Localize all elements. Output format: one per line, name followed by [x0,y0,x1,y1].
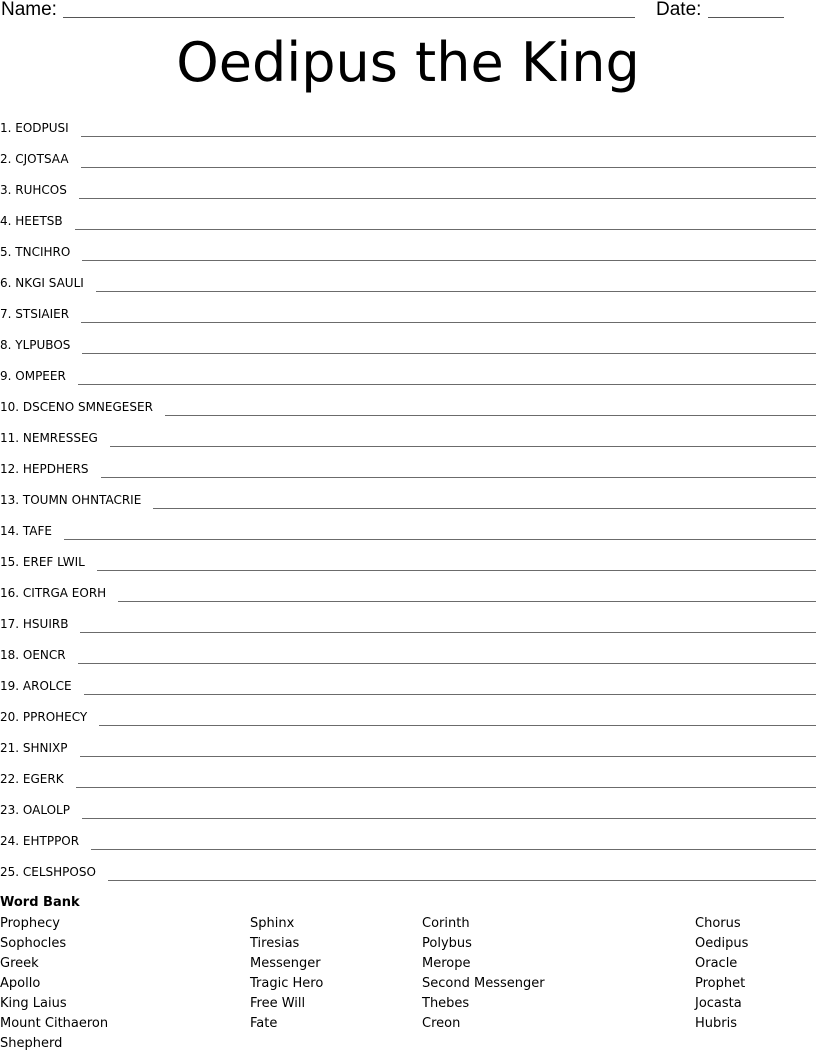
question-label: 1. EODPUSI [0,121,69,135]
answer-line[interactable] [81,136,816,137]
answer-line[interactable] [110,446,816,447]
question-row [0,543,816,574]
question-label: 16. CITRGA EORH [0,586,107,600]
word-bank-item: Messenger [250,956,321,971]
question-row [0,326,816,357]
question-row [0,171,816,202]
name-field[interactable] [63,17,635,18]
answer-line[interactable] [84,694,816,695]
answer-line[interactable] [99,725,816,726]
question-row [0,388,816,419]
question-label: 4. HEETSB [0,214,63,228]
question-row [0,140,816,171]
word-bank-item: Merope [422,956,471,971]
word-bank-column-3 [422,914,545,1034]
question-label: 6. NKGI SAULI [0,276,84,290]
question-row [0,233,816,264]
question-label: 18. OENCR [0,648,66,662]
word-bank-item: Second Messenger [422,976,545,991]
question-label: 13. TOUMN OHNTACRIE [0,493,142,507]
word-bank-item: Jocasta [695,996,742,1011]
question-label: 9. OMPEER [0,369,66,383]
question-label: 3. RUHCOS [0,183,67,197]
question-label: 12. HEPDHERS [0,462,89,476]
question-label: 2. CJOTSAA [0,152,69,166]
word-bank-item: Fate [250,1016,278,1031]
answer-line[interactable] [82,260,816,261]
answer-line[interactable] [91,849,816,850]
question-row [0,264,816,295]
answer-line[interactable] [80,756,816,757]
word-bank-item: Chorus [695,916,741,931]
word-bank-title: Word Bank [0,895,80,910]
answer-line[interactable] [82,353,816,354]
question-row [0,605,816,636]
word-bank-item: Oracle [695,956,738,971]
question-row [0,667,816,698]
name-label: Name: [1,0,57,20]
word-bank-column-2 [250,914,323,1034]
answer-line[interactable] [64,539,816,540]
answer-line[interactable] [78,384,816,385]
question-row [0,481,816,512]
question-row [0,822,816,853]
answer-line[interactable] [96,291,816,292]
question-label: 20. PPROHECY [0,710,88,724]
answer-line[interactable] [81,167,816,168]
word-bank-column-1 [0,914,108,1054]
question-label: 23. OALOLP [0,803,70,817]
answer-line[interactable] [81,322,816,323]
word-bank-item: Prophet [695,976,746,991]
word-bank-item: Corinth [422,916,470,931]
word-bank-item: Creon [422,1016,461,1031]
question-list [0,109,816,884]
word-bank-item: Sophocles [0,936,67,951]
question-label: 10. DSCENO SMNEGESER [0,400,153,414]
answer-line[interactable] [118,601,816,602]
question-label: 24. EHTPPOR [0,834,80,848]
question-label: 17. HSUIRB [0,617,69,631]
question-row [0,729,816,760]
question-row [0,295,816,326]
question-label: 5. TNCIHRO [0,245,71,259]
question-label: 15. EREF LWIL [0,555,85,569]
answer-line[interactable] [80,632,816,633]
answer-line[interactable] [165,415,816,416]
question-row [0,419,816,450]
answer-line[interactable] [76,787,816,788]
answer-line[interactable] [108,880,816,881]
answer-line[interactable] [82,818,816,819]
word-bank-item: Tragic Hero [250,976,324,991]
word-bank-item: Polybus [422,936,472,951]
answer-line[interactable] [101,477,816,478]
date-label: Date: [656,0,702,20]
question-row [0,202,816,233]
question-label: 19. AROLCE [0,679,72,693]
question-label: 11. NEMRESSEG [0,431,98,445]
question-label: 14. TAFE [0,524,52,538]
question-label: 8. YLPUBOS [0,338,71,352]
question-row [0,791,816,822]
question-row [0,574,816,605]
question-row [0,450,816,481]
word-bank-item: Prophecy [0,916,60,931]
answer-line[interactable] [97,570,816,571]
answer-line[interactable] [75,229,816,230]
word-bank-item: Thebes [422,996,470,1011]
question-label: 25. CELSHPOSO [0,865,96,879]
word-bank-item: Oedipus [695,936,749,951]
header [0,0,816,22]
answer-line[interactable] [78,663,816,664]
word-bank-column-4 [695,914,748,1034]
word-bank-item: Mount Cithaeron [0,1016,109,1031]
question-row [0,760,816,791]
question-row [0,357,816,388]
answer-line[interactable] [79,198,816,199]
word-bank-item: Greek [0,956,39,971]
word-bank-item: King Laius [0,996,67,1011]
word-bank-item: Hubris [695,1016,737,1031]
word-bank-item: Free Will [250,996,306,1011]
word-bank-item: Sphinx [250,916,295,931]
question-row [0,636,816,667]
word-bank-item: Apollo [0,976,41,991]
question-row [0,853,816,884]
word-bank-item: Shepherd [0,1036,63,1051]
question-label: 21. SHNIXP [0,741,68,755]
question-row [0,512,816,543]
answer-line[interactable] [153,508,816,509]
question-label: 22. EGERK [0,772,64,786]
question-label: 7. STSIAIER [0,307,70,321]
date-field[interactable] [708,17,784,18]
word-bank-item: Tiresias [250,936,300,951]
page-title: Oedipus the King [176,31,640,94]
question-row [0,698,816,729]
question-row [0,109,816,140]
